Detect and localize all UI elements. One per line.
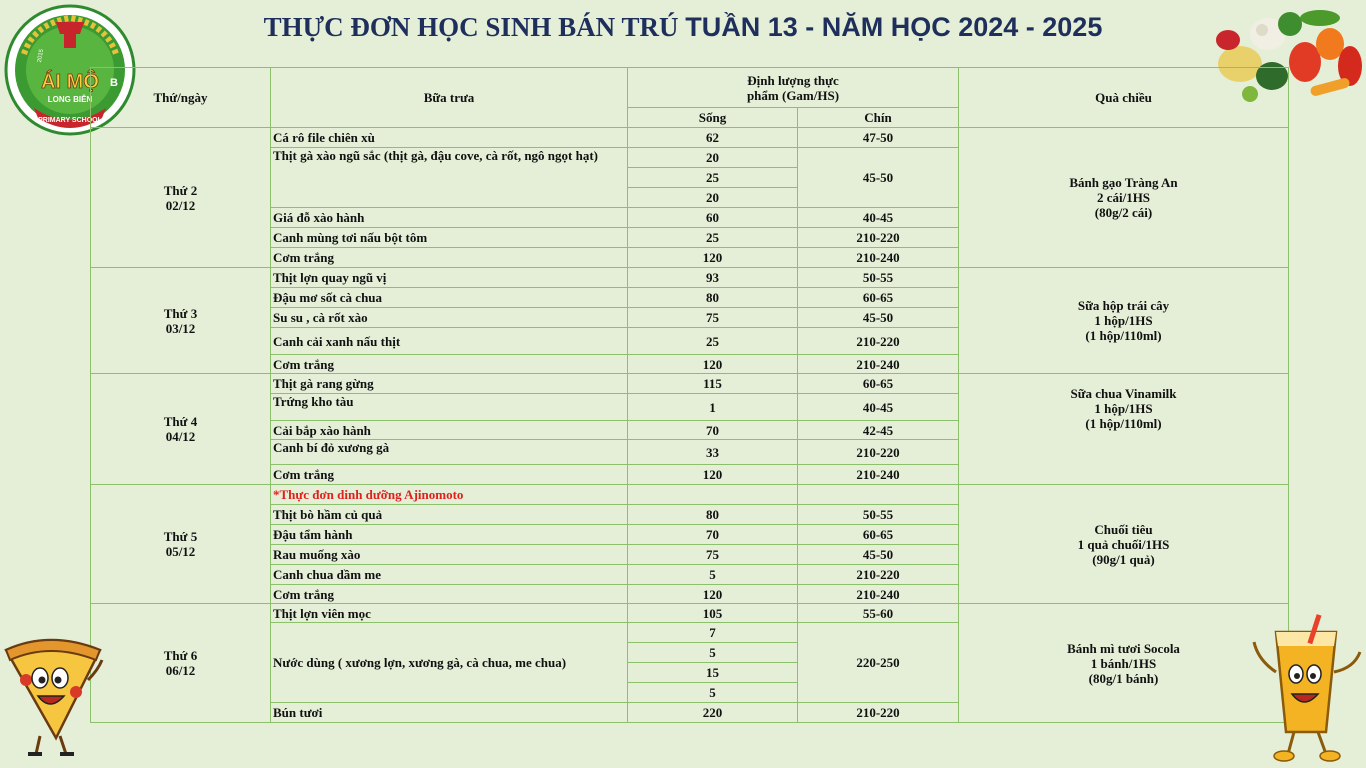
cooked-amount: 40-45 <box>798 394 959 421</box>
cooked-amount: 40-45 <box>798 208 959 228</box>
day-date: 03/12 <box>165 320 196 336</box>
day-date: 06/12 <box>165 663 196 678</box>
snack-line: 1 quả chuối/1HS <box>1077 536 1170 552</box>
cooked-amount: 210-220 <box>798 328 959 355</box>
header-day: Thứ/ngày <box>91 68 271 128</box>
logo-place: LONG BIÊN <box>47 95 93 104</box>
day-name: Thứ 5 <box>163 529 198 544</box>
snack-cell <box>959 604 1289 723</box>
header-portion-line2: phẩm (Gam/HS) <box>746 87 840 103</box>
dish-name: Giá đỗ xào hành <box>271 208 628 228</box>
raw-amount: 105 <box>628 604 798 623</box>
raw-amount: 25 <box>628 328 798 355</box>
raw-amount: 93 <box>628 268 798 288</box>
snack-line: (1 hộp/110ml) <box>1085 328 1162 343</box>
header-cooked: Chín <box>798 108 959 128</box>
snack-line: (80g/2 cái) <box>1094 205 1153 220</box>
cooked-amount: 42-45 <box>798 421 959 440</box>
day-date: 02/12 <box>165 197 196 213</box>
raw-amount: 5 <box>628 565 798 585</box>
dish-name: Đậu tẩm hành <box>271 525 628 545</box>
dish-name: Thịt bò hầm củ quả <box>271 505 628 525</box>
dish-name: Rau muống xào <box>271 545 628 565</box>
raw-amount: 75 <box>628 545 798 565</box>
raw-amount: 25 <box>628 228 798 248</box>
logo-school: PRIMARY SCHOOL <box>38 117 102 124</box>
header-portion <box>628 68 959 108</box>
snack-line: Bánh gạo Tràng An <box>1069 175 1178 190</box>
dish-name: Cơm trắng <box>271 248 628 268</box>
juice-character-image <box>1246 612 1366 764</box>
table-row <box>91 374 1289 394</box>
cooked-amount: 210-240 <box>798 355 959 374</box>
dish-name: Cơm trắng <box>271 355 628 374</box>
day-cell <box>91 374 271 485</box>
dish-name: Canh cải xanh nấu thịt <box>271 328 628 355</box>
pizza-character-image <box>0 620 108 762</box>
raw-amount: 7 <box>628 623 798 643</box>
day-cell <box>91 485 271 604</box>
cooked-amount: 210-240 <box>798 585 959 604</box>
raw-amount: 5 <box>628 643 798 663</box>
title-week: TUẦN 13 - NĂM HỌC 2024 - 2025 <box>685 12 1103 42</box>
dish-name: Bún tươi <box>271 703 628 723</box>
dish-name: Cơm trắng <box>271 585 628 604</box>
raw-amount: 5 <box>628 683 798 703</box>
cooked-amount: 210-240 <box>798 465 959 485</box>
cooked-amount: 60-65 <box>798 525 959 545</box>
snack-line: (90g/1 quả) <box>1092 551 1155 567</box>
day-name: Thứ 6 <box>163 648 198 663</box>
header-snack: Quà chiều <box>959 68 1289 128</box>
raw-amount: 120 <box>628 585 798 604</box>
raw-amount: 120 <box>628 465 798 485</box>
dish-name: Cá rô file chiên xù <box>271 128 628 148</box>
dish-name: Cải bắp xào hành <box>271 421 628 440</box>
raw-amount: 115 <box>628 374 798 394</box>
dish-name: Trứng kho tàu <box>271 394 628 421</box>
dish-name: Cơm trắng <box>271 465 628 485</box>
snack-line: Sữa chua Vinamilk <box>1070 386 1177 401</box>
raw-amount: 80 <box>628 288 798 308</box>
raw-amount: 20 <box>628 188 798 208</box>
day-cell <box>91 604 271 723</box>
table-row <box>91 485 1289 505</box>
cooked-amount: 45-50 <box>798 148 959 208</box>
cooked-amount: 50-55 <box>798 505 959 525</box>
cooked-amount: 210-220 <box>798 703 959 723</box>
raw-amount: 20 <box>628 148 798 168</box>
cooked-amount: 47-50 <box>798 128 959 148</box>
cooked-amount: 210-240 <box>798 248 959 268</box>
snack-line: (80g/1 bánh) <box>1088 670 1159 686</box>
header-portion-line1: Định lượng thực <box>747 72 839 88</box>
logo-b: B <box>110 77 118 89</box>
raw-amount: 75 <box>628 308 798 328</box>
nutrition-note: *Thực đơn dinh dưỡng Ajinomoto <box>271 485 628 505</box>
menu-table <box>90 67 1289 723</box>
raw-amount: 62 <box>628 128 798 148</box>
raw-amount: 15 <box>628 663 798 683</box>
snack-line: 1 hộp/1HS <box>1094 313 1153 328</box>
raw-amount: 33 <box>628 440 798 465</box>
raw-amount: 80 <box>628 505 798 525</box>
snack-cell <box>959 374 1289 485</box>
snack-line: Chuối tiêu <box>1094 521 1153 537</box>
table-row <box>91 128 1289 148</box>
logo-year: 2015 <box>36 48 46 63</box>
day-name: Thứ 3 <box>163 305 198 321</box>
dish-name: Thịt lợn quay ngũ vị <box>271 268 628 288</box>
cooked-amount: 220-250 <box>798 623 959 703</box>
header-lunch: Bữa trưa <box>271 68 628 128</box>
cooked-amount: 60-65 <box>798 374 959 394</box>
raw-amount <box>628 485 798 505</box>
dish-name: Su su , cà rốt xào <box>271 308 628 328</box>
cooked-amount: 210-220 <box>798 440 959 465</box>
day-name: Thứ 2 <box>163 182 198 198</box>
dish-name: Thịt gà rang gừng <box>271 374 628 394</box>
title-main: THỰC ĐƠN HỌC SINH BÁN TRÚ <box>263 12 686 42</box>
snack-line: (1 hộp/110ml) <box>1085 416 1162 431</box>
cooked-amount: 210-220 <box>798 565 959 585</box>
raw-amount: 70 <box>628 525 798 545</box>
header-raw: Sống <box>628 108 798 128</box>
snack-line: Bánh mì tươi Socola <box>1067 640 1180 656</box>
raw-amount: 25 <box>628 168 798 188</box>
day-name: Thứ 4 <box>163 414 198 429</box>
raw-amount: 220 <box>628 703 798 723</box>
raw-amount: 120 <box>628 355 798 374</box>
dish-name: Thịt gà xào ngũ sắc (thịt gà, đậu cove, cà rốt, ngô ngọt hạt) <box>271 148 628 208</box>
snack-cell <box>959 128 1289 268</box>
snack-line: 2 cái/1HS <box>1096 190 1151 205</box>
cooked-amount <box>798 485 959 505</box>
cooked-amount: 50-55 <box>798 268 959 288</box>
table-row <box>91 604 1289 623</box>
dish-name: Canh mùng tơi nấu bột tôm <box>271 228 628 248</box>
cooked-amount: 45-50 <box>798 545 959 565</box>
raw-amount: 70 <box>628 421 798 440</box>
snack-line: 1 hộp/1HS <box>1094 401 1153 416</box>
snack-cell <box>959 485 1289 604</box>
cooked-amount: 55-60 <box>798 604 959 623</box>
cooked-amount: 210-220 <box>798 228 959 248</box>
page-title <box>0 12 1366 43</box>
dish-name: Thịt lợn viên mọc <box>271 604 628 623</box>
snack-line: Sữa hộp trái cây <box>1077 298 1170 313</box>
snack-line: 1 bánh/1HS <box>1090 655 1157 671</box>
day-cell <box>91 268 271 374</box>
raw-amount: 60 <box>628 208 798 228</box>
day-date: 05/12 <box>165 544 196 559</box>
table-row <box>91 268 1289 288</box>
cooked-amount: 60-65 <box>798 288 959 308</box>
day-cell <box>91 128 271 268</box>
dish-name: Nước dùng ( xương lợn, xương gà, cà chua, me chua) <box>271 623 628 703</box>
logo-name: ÁI MỘ <box>41 71 99 93</box>
snack-cell <box>959 268 1289 374</box>
raw-amount: 1 <box>628 394 798 421</box>
dish-name: Canh chua dầm me <box>271 565 628 585</box>
day-date: 04/12 <box>165 429 196 444</box>
dish-name: Canh bí đỏ xương gà <box>271 440 628 465</box>
dish-name: Đậu mơ sốt cà chua <box>271 288 628 308</box>
cooked-amount: 45-50 <box>798 308 959 328</box>
raw-amount: 120 <box>628 248 798 268</box>
